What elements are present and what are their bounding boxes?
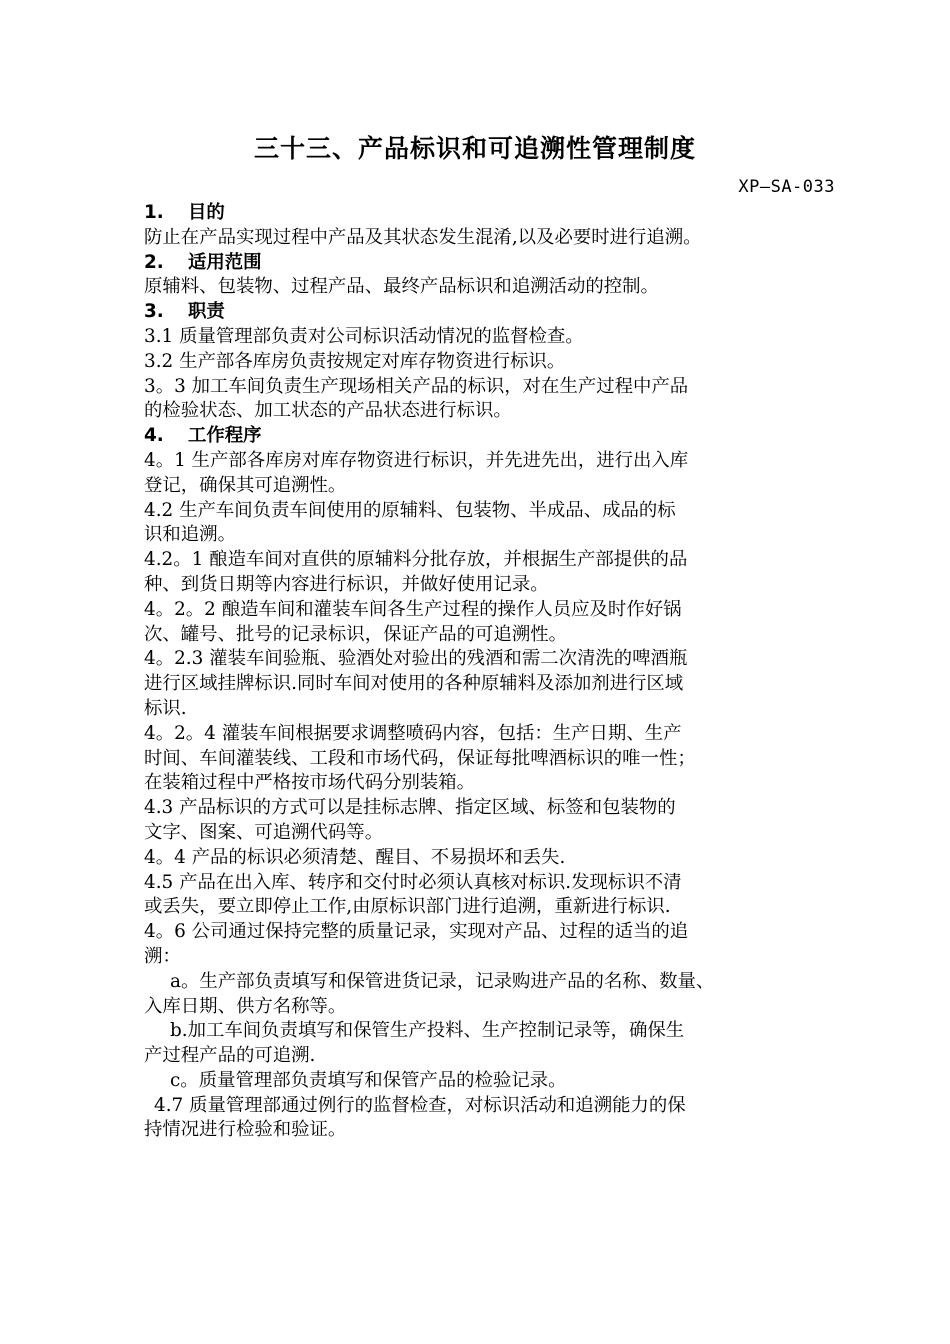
paragraph-line: 种、到货日期等内容进行标识，并做好使用记录。	[144, 573, 549, 595]
list-item-line: b.加工车间负责填写和保管生产投料、生产控制记录等，确保生	[170, 1020, 685, 1042]
paragraph-line: 进行区域挂牌标识.同时车间对使用的各种原辅料及添加剂进行区域	[144, 673, 684, 695]
paragraph-line: 4.7 质量管理部通过例行的监督检查，对标识活动和追溯能力的保	[154, 1094, 686, 1116]
section-heading-purpose	[144, 201, 834, 226]
section-number: 4.	[144, 425, 164, 447]
paragraph-line: 3.2 生产部各库房负责按规定对库存物资进行标识。	[144, 350, 566, 372]
paragraph-line: 防止在产品实现过程中产品及其状态发生混淆,以及必要时进行追溯。	[144, 226, 702, 248]
section-title: 工作程序	[188, 425, 262, 447]
paragraph-line: 4.3 产品标识的方式可以是挂标志牌、指定区域、标签和包装物的	[144, 797, 676, 819]
section-number: 1.	[144, 202, 164, 223]
section-heading-responsibilities	[144, 300, 834, 325]
paragraph-line: 4.2 生产车间负责车间使用的原辅料、包装物、半成品、成品的标	[144, 499, 676, 521]
paragraph-line: 4。6 公司通过保持完整的质量记录，实现对产品、过程的适当的追	[144, 921, 689, 943]
paragraph-line: 的检验状态、加工状态的产品状态进行标识。	[144, 400, 512, 422]
paragraph-line: 识和追溯。	[144, 524, 236, 546]
document-body	[144, 201, 834, 1143]
section-number: 3.	[144, 301, 164, 323]
paragraph-line: 标识.	[144, 697, 187, 719]
list-item-line: c。质量管理部负责填写和保管产品的检验记录。	[170, 1069, 567, 1091]
section-number: 2.	[144, 251, 164, 273]
paragraph-line: 溯：	[144, 945, 181, 967]
section-heading-scope	[144, 251, 834, 276]
paragraph-line: 3。3 加工车间负责生产现场相关产品的标识，对在生产过程中产品	[144, 375, 689, 397]
paragraph-line: 次、罐号、批号的记录标识，保证产品的可追溯性。	[144, 623, 567, 645]
paragraph-line: 或丢失，要立即停止工作,由原标识部门进行追溯，重新进行标识.	[144, 896, 671, 918]
paragraph-line: 文字、图案、可追溯代码等。	[144, 821, 384, 843]
paragraph-line: 4。2。4 灌装车间根据要求调整喷码内容，包括：生产日期、生产	[144, 722, 682, 744]
paragraph-line: 产过程产品的可追溯.	[144, 1045, 316, 1067]
paragraph-line: 时间、车间灌装线、工段和市场代码，保证每批啤酒标识的唯一性；	[144, 747, 696, 769]
document-title: 三十三、产品标识和可追溯性管理制度	[253, 134, 696, 163]
list-item-line: a。生产部负责填写和保管进货记录，记录购进产品的名称、数量、	[170, 970, 715, 992]
paragraph-line: 3.1 质量管理部负责对公司标识活动情况的监督检查。	[144, 325, 584, 347]
paragraph-line: 在装箱过程中严格按市场代码分别装箱。	[144, 772, 476, 794]
paragraph-line: 入库日期、供方名称等。	[144, 995, 347, 1017]
section-title: 适用范围	[188, 251, 262, 273]
paragraph-line: 原辅料、包装物、过程产品、最终产品标识和追溯活动的控制。	[144, 276, 659, 298]
paragraph-line: 4。4 产品的标识必须清楚、醒目、不易损坏和丢失.	[144, 846, 566, 868]
section-title: 目的	[188, 202, 225, 223]
paragraph-line: 登记，确保其可追溯性。	[144, 474, 347, 496]
paragraph-line: 4。2.3 灌装车间验瓶、验酒处对验出的残酒和需二次清洗的啤酒瓶	[144, 648, 688, 670]
section-heading-procedure	[144, 424, 834, 449]
paragraph-line: 持情况进行检验和验证。	[144, 1119, 347, 1141]
paragraph-line: 4.5 产品在出入库、转序和交付时必须认真核对标识.发现标识不清	[144, 871, 682, 893]
document-code: XP—SA-033	[738, 177, 835, 197]
section-title: 职责	[188, 301, 225, 323]
paragraph-line: 4.2。1 酿造车间对直供的原辅料分批存放，并根据生产部提供的品	[144, 549, 688, 571]
paragraph-line: 4。1 生产部各库房对库存物资进行标识，并先进先出，进行出入库	[144, 449, 689, 471]
paragraph-line: 4。2。2 酿造车间和灌装车间各生产过程的操作人员应及时作好锅	[144, 598, 682, 620]
